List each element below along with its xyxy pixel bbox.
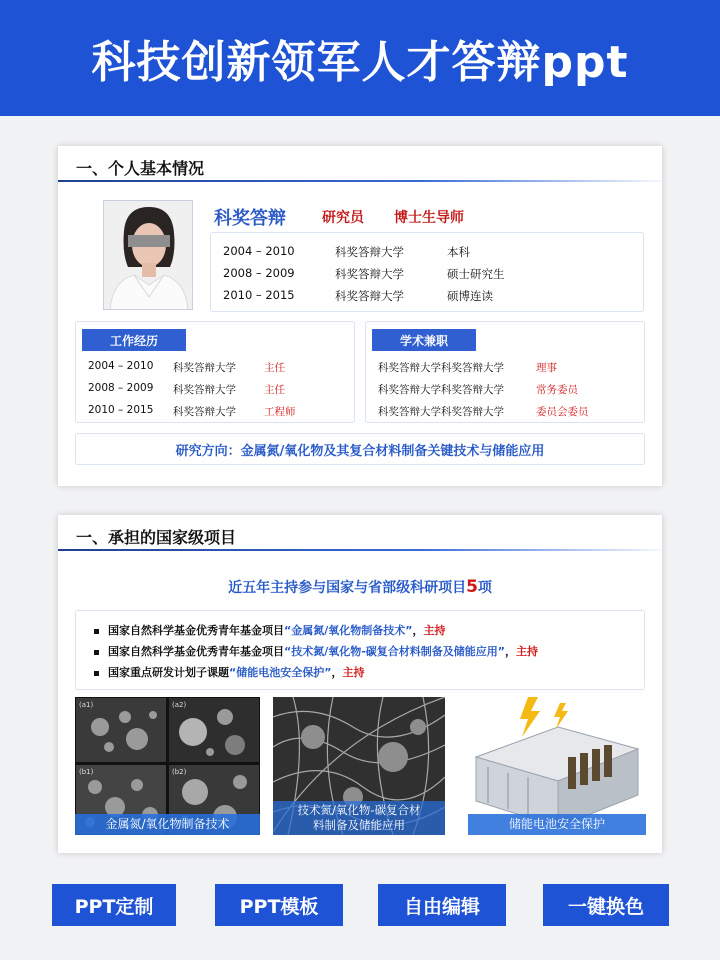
work-role: 主任 [264,362,285,374]
edu-period: 2004 – 2010 [223,244,295,258]
work-period: 2008 – 2009 [88,382,154,394]
one-click-recolor-button[interactable]: 一键换色 [543,884,669,926]
page-title: 科技创新领军人才答辩ppt [91,37,629,88]
section-divider [58,549,662,551]
work-org: 科奖答辩大学 [173,384,236,396]
work-org: 科奖答辩大学 [173,362,236,374]
edu-school: 科奖答辩大学 [335,267,404,281]
profile-photo [103,200,193,310]
panel-label: (b1) [79,768,94,776]
ppt-template-button[interactable]: PPT模板 [215,884,343,926]
bullet-icon [94,671,99,676]
headline-suffix: 项 [477,580,492,596]
project-sep: ， [412,624,424,637]
micrograph-image-2 [273,697,445,835]
project-sep: ， [505,645,517,658]
bullet-icon [94,629,99,634]
academic-role: 委员会委员 [536,406,589,418]
work-period: 2004 – 2010 [88,360,154,372]
person-portrait-icon [104,201,193,310]
edu-degree: 硕士研究生 [447,267,505,281]
panel-label: (a1) [79,701,94,709]
research-direction: 研究方向：金属氮/氧化物及其复合材料制备关键技术与储能应用 [75,433,645,465]
academic-org: 科奖答辩大学科奖答辩大学 [378,362,504,374]
section-title-projects: 一、承担的国家级项目 [76,528,237,547]
project-role: 主持 [516,645,539,658]
section-divider [58,180,662,182]
caption-line: 技术氮/氧化物-碳复合材 [297,803,421,817]
title-researcher: 研究员 [322,210,364,226]
project-list [75,610,645,690]
education-list [210,232,644,312]
project-source: 国家自然科学基金优秀青年基金项目 [108,624,284,637]
list-item [94,643,538,659]
image-caption: 金属氮/氧化物制备技术 [75,814,260,835]
title-supervisor: 博士生导师 [394,210,464,226]
project-source: 国家自然科学基金优秀青年基金项目 [108,645,284,658]
bullet-icon [94,650,99,655]
caption-line: 料制备及储能应用 [313,818,405,832]
academic-org: 科奖答辩大学科奖答辩大学 [378,384,504,396]
work-period: 2010 – 2015 [88,404,154,416]
projects-headline [58,577,662,597]
work-role: 主任 [264,384,285,396]
edu-school: 科奖答辩大学 [335,245,404,259]
battery-storage-image [468,697,646,835]
projects-card [58,515,662,853]
free-edit-button[interactable]: 自由编辑 [378,884,506,926]
image-caption [273,801,445,835]
work-experience-header: 工作经历 [82,329,186,351]
project-role: 主持 [342,666,365,679]
headline-count: 5 [466,577,478,597]
header-banner [0,0,720,116]
section-title-profile: 一、个人基本情况 [76,159,205,178]
edu-degree: 本科 [447,245,470,259]
edu-school: 科奖答辩大学 [335,289,404,303]
edu-degree: 硕博连读 [447,289,493,303]
headline-text: 近五年主持参与国家与省部级科研项目 [228,580,467,596]
list-item [94,622,445,638]
list-item [94,664,364,680]
academic-positions-box [365,321,645,423]
project-topic: “技术氮/氧化物-碳复合材料制备及储能应用” [284,645,506,658]
edu-period: 2010 – 2015 [223,288,295,302]
person-name: 科奖答辩 [214,208,286,229]
academic-role: 常务委员 [536,384,578,396]
academic-role: 理事 [536,362,557,374]
project-role: 主持 [423,624,446,637]
project-topic: “储能电池安全保护” [229,666,332,679]
project-topic: “金属氮/氧化物制备技术” [284,624,413,637]
academic-positions-header: 学术兼职 [372,329,476,351]
work-org: 科奖答辩大学 [173,406,236,418]
edu-period: 2008 – 2009 [223,266,295,280]
project-source: 国家重点研发计划子课题 [108,666,229,679]
image-caption: 储能电池安全保护 [468,814,646,835]
profile-card [58,146,662,486]
micrograph-image-1 [75,697,260,835]
work-experience-box [75,321,355,423]
panel-label: (a2) [172,701,187,709]
academic-org: 科奖答辩大学科奖答辩大学 [378,406,504,418]
project-sep: ， [331,666,343,679]
work-role: 工程师 [264,406,296,418]
ppt-custom-button[interactable]: PPT定制 [52,884,176,926]
panel-label: (b2) [172,768,187,776]
